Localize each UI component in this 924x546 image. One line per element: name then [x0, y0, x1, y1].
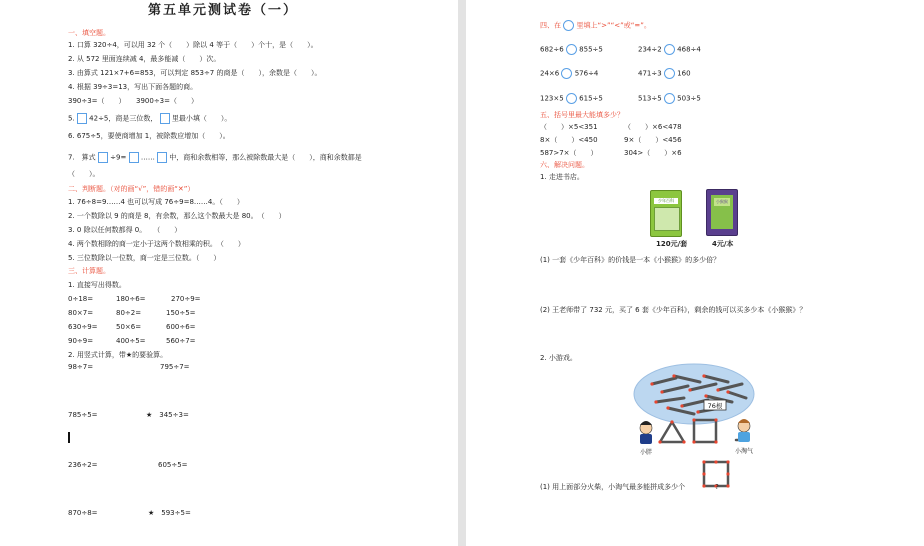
oral-item: 600÷6= [166, 323, 196, 331]
q7 [68, 152, 362, 163]
blank-box[interactable] [98, 152, 108, 163]
compare-title-b: 里填上“>”“<”或“=”。 [576, 21, 651, 30]
price-encyclopedia: 120元/套 [656, 240, 688, 248]
judge-5: 5. 三位数除以一位数，商一定是三位数。（ ） [68, 254, 221, 262]
compare-item [540, 44, 603, 55]
problem-1-q2: (2) 王老师带了 732 元，买了 6 套《少年百科》，剩余的钱可以买多少本《小猴猴》？ [540, 306, 807, 314]
oral-item: 0÷18= [68, 295, 94, 303]
q3: 3. 由算式 121×7+6=853，可以判定 853÷7 的商是（ ），余数是（ ）。 [68, 69, 322, 77]
blank-box[interactable] [157, 152, 167, 163]
compare-left: 123×5 [540, 94, 564, 103]
fill-item: （ ）×5<351 [540, 123, 598, 131]
compare-left: 682÷6 [540, 45, 564, 54]
q4-b: 3900÷3=（ ） [136, 97, 198, 105]
compare-item [638, 93, 701, 104]
triangle-shape [660, 422, 684, 442]
calc-2-title: 2. 用竖式计算，带★的要验算。 [68, 351, 168, 359]
kid-xiaopang-icon [640, 421, 652, 444]
blank-box[interactable] [160, 113, 170, 124]
q7-text: 中，商和余数相等，那么被除数最大是（ ），商和余数都是 [169, 153, 362, 162]
oral-item: 180÷6= [116, 295, 146, 303]
compare-left: 234÷2 [638, 45, 662, 54]
q1: 1. 口算 320÷4，可以用 32 个（ ）除以 4 等于（ ）个十，是（ ）。 [68, 41, 318, 49]
compare-right: 503÷5 [677, 94, 701, 103]
book-cover-picture [654, 207, 680, 231]
page-title: 第五单元测试卷（一） [148, 3, 299, 18]
book-monkey-title: 小猴猴 [716, 199, 728, 204]
kid-xiaopang-label: 小胖 [639, 449, 653, 456]
kid-xiaotaoqi-icon [738, 419, 750, 442]
oral-item: 270÷9= [171, 295, 201, 303]
judge-3: 3. 0 除以任何数都得 0。 （ ） [68, 226, 182, 234]
section-judge-title: 二、判断题。（对的画“√”，错的画“✕”） [68, 185, 195, 193]
compare-item [540, 93, 603, 104]
vertical-item: 870÷8= [68, 509, 98, 517]
oral-item: 80×7= [68, 309, 94, 317]
blank-circle[interactable] [664, 44, 675, 55]
compare-left: 471÷3 [638, 69, 662, 78]
compare-right: 855÷5 [579, 45, 603, 54]
q7-div: ÷9= [110, 153, 127, 162]
price-monkey: 4元/本 [712, 240, 734, 248]
stick-count-label: 76根 [707, 402, 723, 410]
q7-lead: 7. 算式 [68, 153, 96, 162]
judge-2: 2. 一个数除以 9 的商是 8，有余数，那么这个数最大是 80。 （ ） [68, 212, 286, 220]
vertical-item: 785÷5= [68, 411, 98, 419]
section-calc-title: 三、计算题。 [68, 267, 110, 275]
problem-1-title: 1. 走进书店。 [540, 173, 584, 181]
fill-item: 587>7×（ ） [540, 149, 598, 157]
book-encyclopedia-image [650, 190, 682, 237]
blank-circle[interactable] [664, 68, 675, 79]
problem-2-title: 2. 小游戏。 [540, 354, 577, 362]
compare-right: 160 [677, 69, 691, 78]
judge-1: 1. 76÷8=9……4 也可以写成 76÷9=8……4。（ ） [68, 198, 244, 206]
vertical-item: ★ 593÷5= [148, 509, 191, 517]
compare-right: 468÷4 [677, 45, 701, 54]
section-max-fill-title: 五、括号里最大能填多少？ [540, 111, 624, 119]
compare-left: 24×6 [540, 69, 560, 78]
book-encyclopedia-title: 少年百科 [654, 198, 678, 204]
vertical-item: ★ 345÷3= [146, 411, 189, 419]
blank-circle[interactable] [563, 20, 574, 31]
compare-right: 615÷5 [579, 94, 603, 103]
blank-box[interactable] [77, 113, 87, 124]
fill-item: （ ）×6<478 [624, 123, 682, 131]
vertical-item: 98÷7= [68, 363, 94, 371]
fill-item: 304>（ ）×6 [624, 149, 682, 157]
vertical-item: 605÷5= [158, 461, 188, 469]
vertical-item: 795÷7= [160, 363, 190, 371]
q7-end: （ ）。 [68, 170, 100, 178]
kid-xiaotaoqi-label: 小淘气 [734, 448, 754, 455]
compare-right: 576÷4 [574, 69, 599, 78]
vertical-item: 236÷2= [68, 461, 98, 469]
calc-1-title: 1. 直接写出得数。 [68, 281, 126, 289]
problem-2-q1-end: ? [715, 483, 719, 491]
oral-item: 50×6= [116, 323, 142, 331]
oral-item: 400÷5= [116, 337, 146, 345]
q2: 2. 从 572 里面连续减 4，最多能减（ ）次。 [68, 55, 221, 63]
book-monkey-image [706, 189, 738, 236]
fill-item: 8×（ ）<450 [540, 136, 598, 144]
problem-1-q1: (1) 一套《少年百科》的价钱是一本《小猴猴》的多少倍？ [540, 256, 721, 264]
oral-item: 90÷9= [68, 337, 94, 345]
compare-title-a: 四、在 [540, 21, 561, 30]
left-page [0, 0, 458, 546]
compare-item [638, 68, 691, 79]
q5-number: 5. [68, 114, 75, 123]
q5 [68, 113, 231, 124]
matchstick-game-illustration [632, 362, 772, 500]
blank-circle[interactable] [561, 68, 572, 79]
blank-box[interactable] [129, 152, 139, 163]
q5-text: 42÷5，商是三位数， [89, 114, 158, 123]
oral-item: 630÷9= [68, 323, 98, 331]
section-compare-title [540, 20, 651, 31]
blank-circle[interactable] [664, 93, 675, 104]
q4-a: 390÷3=（ ） [68, 97, 126, 105]
oral-item: 80÷2= [116, 309, 142, 317]
blank-circle[interactable] [566, 44, 577, 55]
blank-circle[interactable] [566, 93, 577, 104]
section-solve-title: 六、解决问题。 [540, 161, 589, 169]
page-separator [458, 0, 466, 546]
oral-item: 560÷7= [166, 337, 196, 345]
problem-2-q1-text: (1) 用上面部分火柴，小淘气最多能拼成多少个 [540, 483, 686, 491]
q6: 6. 675÷5，要使商增加 1，被除数应增加（ ）。 [68, 132, 230, 140]
judge-4: 4. 两个数相除的商一定小于这两个数相乘的积。 （ ） [68, 240, 245, 248]
compare-item [540, 68, 598, 79]
q5-text-2: 里最小填（ ）。 [171, 114, 232, 123]
right-page [466, 0, 924, 546]
problem-2-q1 [540, 483, 719, 492]
q4: 4. 根据 39÷3=13，写出下面各题的商。 [68, 83, 198, 91]
fill-item: 9×（ ）<456 [624, 136, 682, 144]
section-fill-title: 一、填空题。 [68, 29, 110, 37]
compare-item [638, 44, 701, 55]
compare-left: 513÷5 [638, 94, 662, 103]
text-cursor [68, 432, 70, 443]
q7-dots: …… [140, 153, 155, 162]
oral-item: 150÷5= [166, 309, 196, 317]
